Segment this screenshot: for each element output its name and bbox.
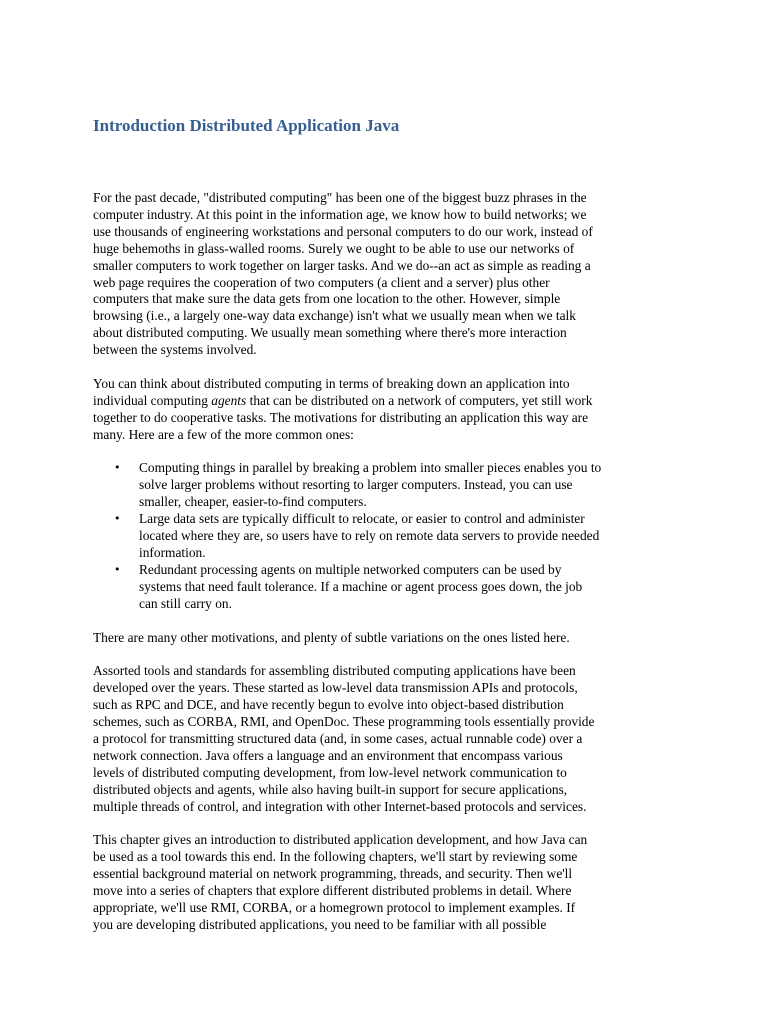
text-line: browsing (i.e., a largely one-way data exchange) isn't what we usually mean when we talk	[93, 308, 576, 324]
paragraph-other-motivations	[93, 630, 673, 647]
list-item	[93, 562, 673, 613]
text-line: You can think about distributed computing in terms of breaking down an application into	[93, 375, 570, 391]
text-line: solve larger problems without resorting to larger computers. Instead, you can use	[139, 477, 573, 493]
text-line: essential background material on network programming, threads, and security. Then we'll	[93, 866, 573, 882]
text-line: There are many other motivations, and plenty of subtle variations on the ones listed here.	[93, 629, 570, 645]
text-line: use thousands of engineering workstations and personal computers to do our work, instead of	[93, 223, 593, 239]
paragraph-tools	[93, 663, 673, 815]
text-run: individual computing	[93, 392, 212, 408]
text-line: systems that need fault tolerance. If a machine or agent process goes down, the job	[139, 578, 583, 594]
text-line: information.	[139, 545, 206, 560]
text-line: smaller, cheaper, easier-to-find computers.	[139, 494, 367, 510]
text-line: network connection. Java offers a language and an environment that encompass various	[93, 747, 563, 763]
text-line: schemes, such as CORBA, RMI, and OpenDoc. These programming tools essentially provide	[93, 714, 595, 730]
paragraph-intro	[93, 190, 673, 359]
text-line: appropriate, we'll use RMI, CORBA, or a homegrown protocol to implement examples. If	[93, 899, 576, 915]
text-line: Large data sets are typically difficult to relocate, or easier to control and administer	[139, 511, 585, 527]
text-line: such as RPC and DCE, and have recently begun to evolve into object-based distribution	[93, 697, 564, 713]
text-line: together to do cooperative tasks. The motivations for distributing an application this way are	[93, 409, 589, 425]
paragraph-agents	[93, 376, 673, 444]
list-item	[93, 460, 673, 511]
text-line: computers that make sure the data gets from one location to the other. However, simple	[93, 291, 561, 307]
text-line: huge behemoths in glass-walled rooms. Surely we ought to be able to use our networks of	[93, 240, 575, 256]
text-line: web page requires the cooperation of two computers (a client and a server) plus other	[93, 274, 550, 290]
text-line: This chapter gives an introduction to distributed application development, and how Java can	[93, 832, 588, 848]
text-line: can still carry on.	[139, 595, 232, 611]
text-line: Computing things in parallel by breaking a problem into smaller pieces enables you to	[139, 460, 602, 476]
text-line: multiple threads of control, and integration with other Internet-based protocols and services.	[93, 798, 587, 814]
bullet-icon: •	[114, 512, 121, 526]
text-line: levels of distributed computing development, from low-level network communication to	[93, 764, 567, 780]
motivations-list	[93, 460, 673, 612]
bullet-icon: •	[114, 562, 121, 576]
paragraph-chapter-overview	[93, 832, 673, 933]
text-line: located where they are, so users have to rely on remote data servers to provide needed	[139, 528, 600, 544]
text-line: For the past decade, "distributed computing" has been one of the biggest buzz phrases in the	[93, 190, 587, 205]
text-line: you are developing distributed applications, you need to be familiar with all possible	[93, 916, 547, 932]
text-line: a protocol for transmitting structured data (and, in some cases, actual runnable code) over a	[93, 730, 583, 746]
text-line: many. Here are a few of the more common ones:	[93, 426, 354, 442]
text-run: that can be distributed on a network of computers, yet still work	[246, 392, 593, 408]
text-line: between the systems involved.	[93, 342, 257, 358]
bullet-icon: •	[114, 461, 121, 475]
text-line: about distributed computing. We usually mean something where there's more interaction	[93, 325, 567, 341]
text-line: smaller computers to work together on larger tasks. And we do--an act as simple as reading a	[93, 257, 591, 273]
text-line: Assorted tools and standards for assembling distributed computing applications have been	[93, 663, 576, 679]
document-body	[93, 190, 673, 934]
document-title: Introduction Distributed Application Java	[93, 116, 400, 135]
text-line: developed over the years. These started as low-level data transmission APIs and protocols,	[93, 680, 578, 696]
list-item	[93, 511, 673, 562]
text-line: move into a series of chapters that explore different distributed problems in detail. Where	[93, 883, 572, 899]
text-line-with-emphasis	[93, 393, 592, 408]
text-line: Redundant processing agents on multiple networked computers can be used by	[139, 561, 562, 577]
text-line: distributed objects and agents, while also having built-in support for secure applications,	[93, 781, 568, 797]
text-line: be used as a tool towards this end. In the following chapters, we'll start by reviewing some	[93, 849, 578, 865]
emphasis-agents: agents	[211, 392, 247, 408]
text-line: computer industry. At this point in the information age, we know how to build networks; we	[93, 206, 587, 222]
